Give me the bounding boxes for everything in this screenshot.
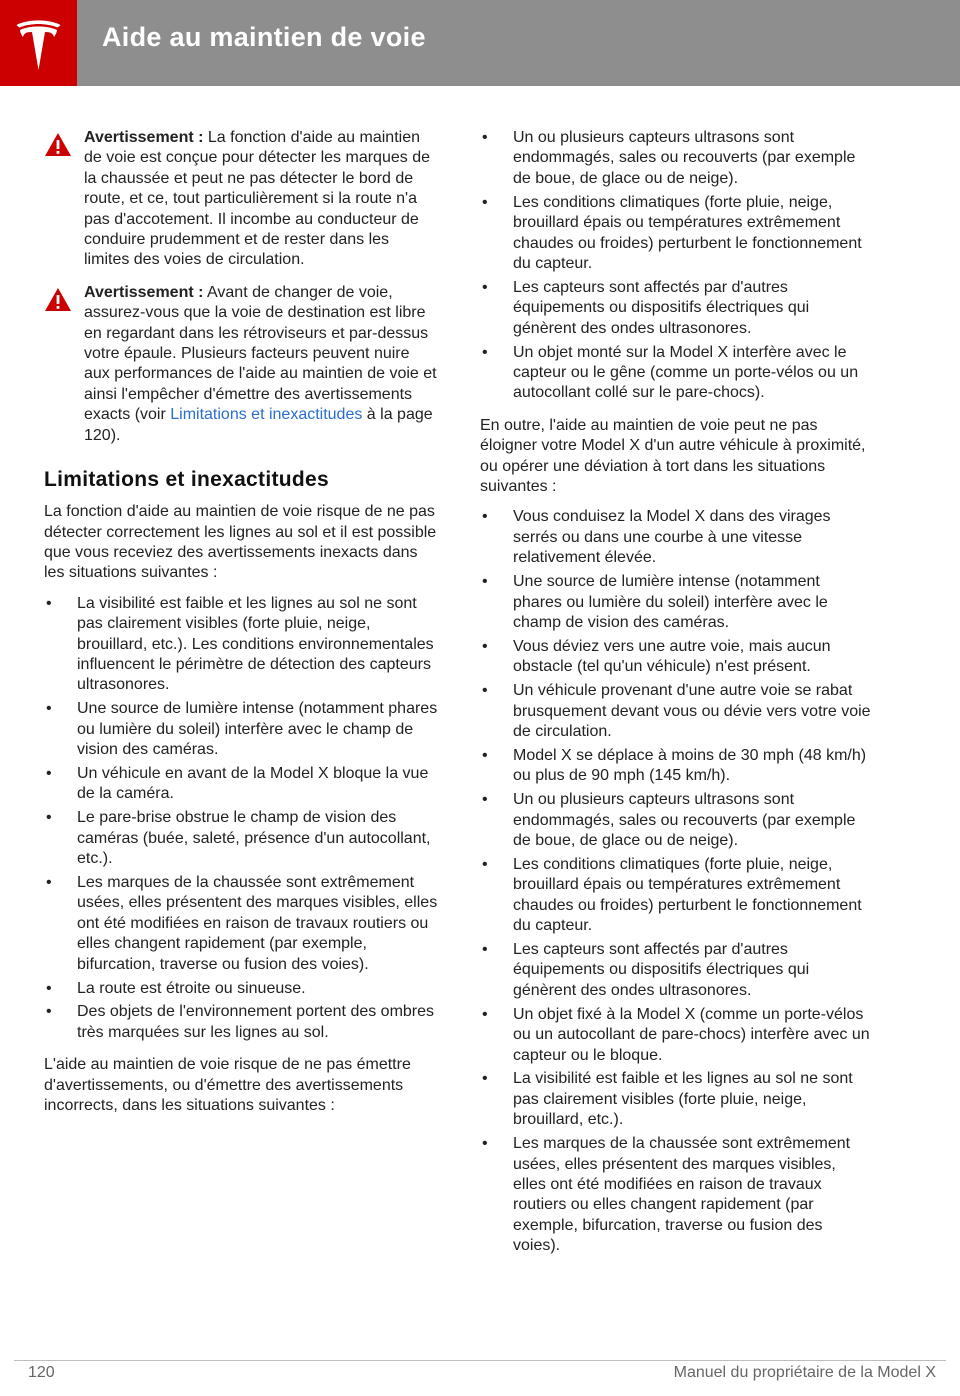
list-item: • Un ou plusieurs capteurs ultrasons sont endommagés, sales ou recouverts (par exemple de boue, de glace ou de neige). bbox=[482, 791, 856, 849]
warning-text-after: à la page 120). bbox=[84, 406, 433, 444]
tesla-logo-icon bbox=[14, 16, 63, 71]
manual-title: Manuel du propriétaire de la Model X bbox=[673, 1364, 936, 1381]
warning-block bbox=[44, 128, 438, 271]
footer-divider bbox=[14, 1360, 946, 1361]
deviation-list bbox=[480, 507, 872, 1256]
warning-label: Avertissement : bbox=[84, 129, 204, 146]
list-item: • Un objet monté sur la Model X interfère avec le capteur ou le gêne (comme un porte-vélos ou un autocollant collé sur le pare-chocs). bbox=[482, 343, 859, 402]
list-item: • Un véhicule provenant d'une autre voie se rabat brusquement devant vous ou dévie vers votre voie de circulation. bbox=[482, 682, 871, 740]
list-item: • Des objets de l'environnement portent des ombres très marquées sur les lignes au sol. bbox=[46, 1003, 435, 1041]
section-heading: Limitations et inexactitudes bbox=[44, 468, 329, 492]
list-item: • Vous déviez vers une autre voie, mais aucun obstacle (tel qu'un véhicule) n'est présent. bbox=[482, 637, 831, 676]
list-item: • Les conditions climatiques (forte pluie, neige, brouillard épais ou températures extrêmement chaudes ou froides) perturbent le fonctionnement du capteur. bbox=[482, 855, 862, 935]
list-item: • Les marques de la chaussée sont extrêmement usées, elles présentent des marques visibles, elles ont été modifiées en raison de travaux routiers ou elles changent rapidement (par exemple, bifurcation, traverse ou fusion des voies). bbox=[46, 874, 438, 973]
intro-paragraph: La fonction d'aide au maintien de voie risque de ne pas détecter correctement les lignes au sol et il est possible que vous receviez des avertissements inexacts dans les situations suivantes : bbox=[44, 503, 437, 582]
list-item: • Le pare-brise obstrue le champ de vision des caméras (buée, saleté, présence d'un autocollant, etc.). bbox=[46, 809, 431, 868]
list-item: • La visibilité est faible et les lignes au sol ne sont pas clairement visibles (forte pluie, neige, brouillard, etc.). bbox=[482, 1070, 853, 1129]
list-item: • La route est étroite ou sinueuse. bbox=[46, 979, 306, 997]
warning-label: Avertissement : bbox=[84, 283, 204, 301]
closing-paragraph: L'aide au maintien de voie risque de ne pas émettre d'avertissements, ou d'émettre des avertissements incorrects, dans les situations suivantes : bbox=[44, 1056, 411, 1115]
list-item: • Les marques de la chaussée sont extrêmement usées, elles présentent des marques visibles, elles ont été modifiées en raison de travaux routiers ou elles changent rapidement (par exemple, bifurcation, traverse ou fusion des voies). bbox=[482, 1135, 851, 1255]
list-item: • Model X se déplace à moins de 30 mph (48 km/h) ou plus de 90 mph (145 km/h). bbox=[482, 746, 867, 785]
warning-triangle-icon bbox=[44, 132, 72, 157]
limitations-link[interactable]: Limitations et inexactitudes bbox=[170, 406, 363, 424]
warning-block bbox=[44, 283, 438, 446]
page-number: 120 bbox=[28, 1364, 55, 1381]
list-item: • Une source de lumière intense (notamment phares ou lumière du soleil) interfère avec le champ de vision des caméras. bbox=[482, 573, 828, 631]
list-item: • La visibilité est faible et les lignes au sol ne sont pas clairement visibles (forte pluie, neige, brouillard, etc.). Les conditions environnementales influencent le périmètre de détection des capteurs ultrasonores. bbox=[46, 594, 434, 694]
tesla-logo bbox=[0, 0, 77, 86]
list-item: • Un ou plusieurs capteurs ultrasons sont endommagés, sales ou recouverts (par exemple de boue, de glace ou de neige). bbox=[482, 129, 856, 187]
list-item: • Les capteurs sont affectés par d'autres équipements ou dispositifs électriques qui génèrent des ondes ultrasonores. bbox=[482, 941, 810, 999]
list-item: • Vous conduisez la Model X dans des virages serrés ou dans une courbe à une vitesse relativement élevée. bbox=[482, 508, 831, 567]
warning-text: Avant de changer de voie, assurez-vous que la voie de destination est libre en regardant dans les rétroviseurs et par-dessus votre épaule. Plusieurs facteurs peuvent nuire aux performances de l'aide au maintien de voie et ainsi l'empêcher d'émettre des avertissements exacts (voir bbox=[84, 283, 437, 424]
limitations-list bbox=[44, 594, 438, 1044]
sensor-list bbox=[480, 128, 872, 404]
list-item: • Un objet fixé à la Model X (comme un porte-vélos ou un autocollant de pare-chocs) interfère avec un capteur ou le bloque. bbox=[482, 1005, 870, 1064]
page-title: Aide au maintien de voie bbox=[102, 22, 426, 52]
list-item: • Une source de lumière intense (notamment phares ou lumière du soleil) interfère avec le champ de vision des caméras. bbox=[46, 700, 438, 759]
page-header bbox=[0, 0, 960, 86]
list-item: • Un véhicule en avant de la Model X bloque la vue de la caméra. bbox=[46, 764, 429, 803]
left-column bbox=[44, 128, 438, 1126]
warning-text: La fonction d'aide au maintien de voie est conçue pour détecter les marques de la chaussée et peut ne pas détecter le bord de route, et ce, tout particulièrement si la route n'a pas d'accotement. Il incombe au conducteur de conduire prudemment et de rester dans les limites des voies de circulation. bbox=[84, 129, 430, 269]
warning-triangle-icon bbox=[44, 287, 72, 312]
list-item: • Les conditions climatiques (forte pluie, neige, brouillard épais ou températures extrêmement chaudes ou froides) perturbent le fonctionnement du capteur. bbox=[482, 193, 862, 272]
middle-paragraph: En outre, l'aide au maintien de voie peut ne pas éloigner votre Model X d'un autre véhicule à proximité, ou opérer une déviation à tort dans les situations suivantes : bbox=[480, 416, 866, 495]
list-item: • Les capteurs sont affectés par d'autres équipements ou dispositifs électriques qui génèrent des ondes ultrasonores. bbox=[482, 278, 810, 337]
right-column bbox=[480, 128, 872, 1260]
